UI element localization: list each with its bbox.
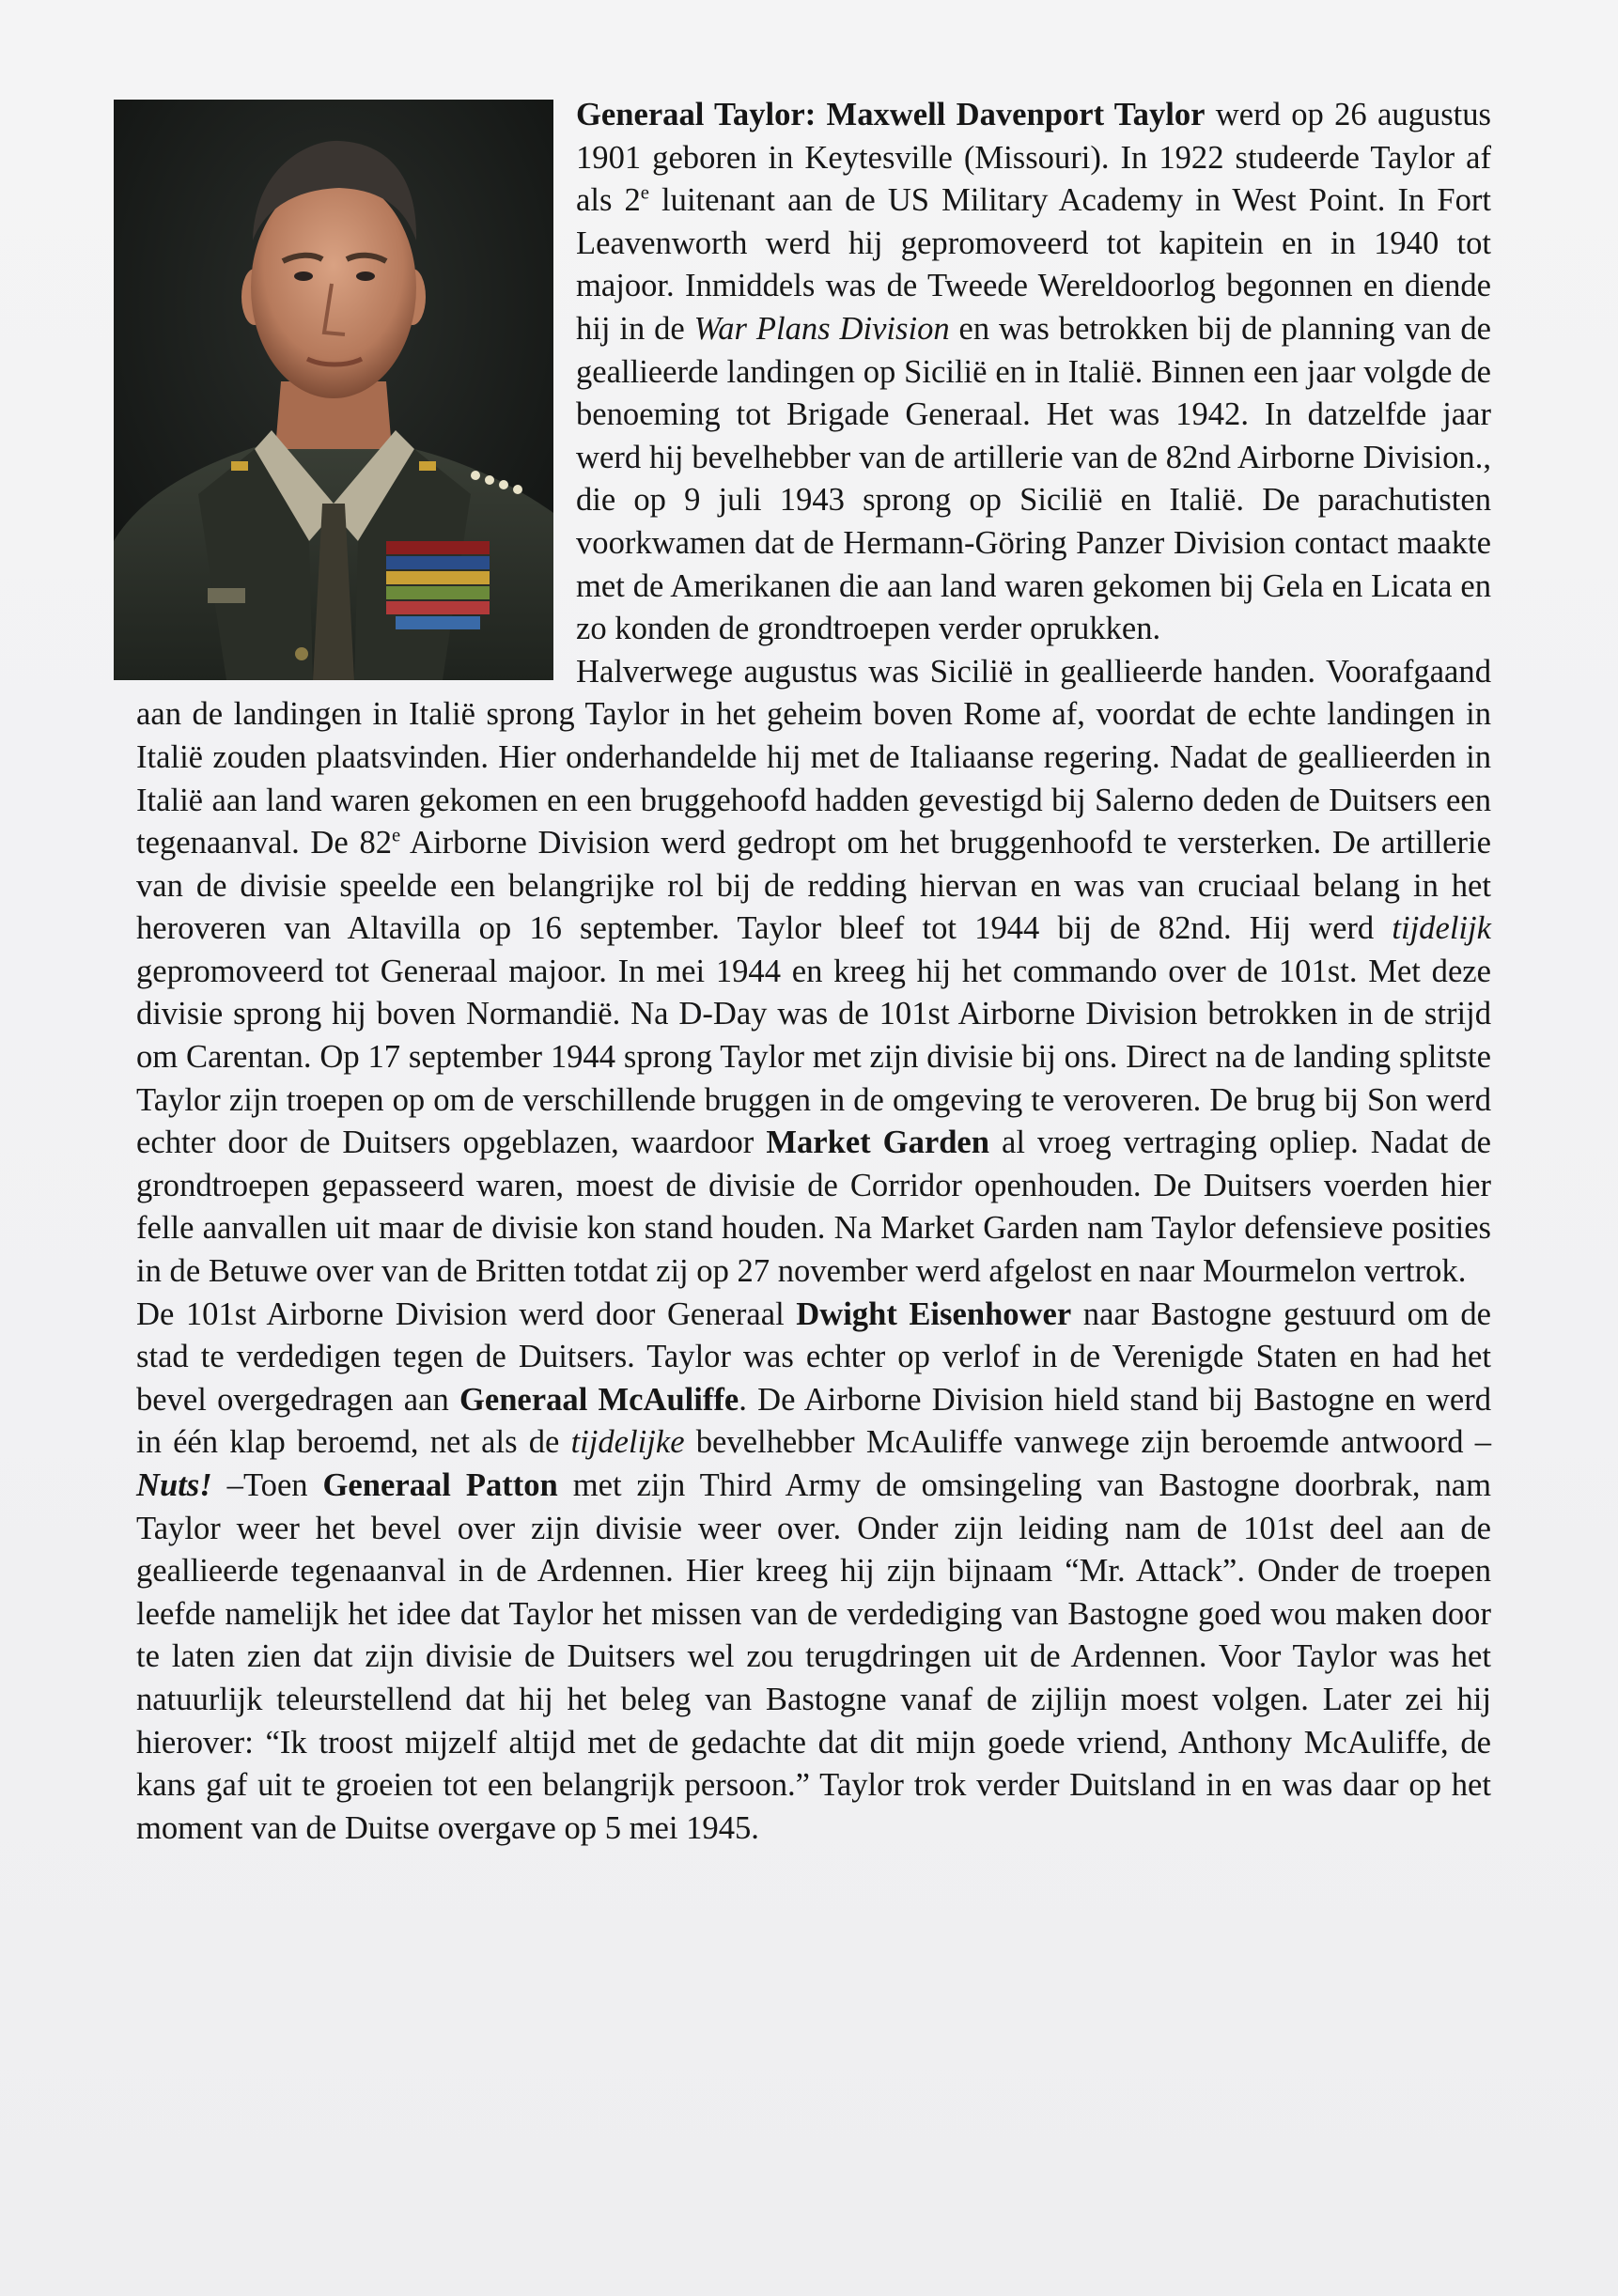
italic-text-run: tijdelijke bbox=[570, 1424, 685, 1461]
portrait-photo bbox=[114, 100, 553, 680]
bold-text-run: Dwight Eisenhower bbox=[796, 1295, 1072, 1332]
italic-text-run: tijdelijk bbox=[1392, 910, 1491, 947]
bold-text-run: Nuts! bbox=[136, 1467, 212, 1503]
text-run: al vroeg vertraging opliep. Nadat de grondtroepen gepasseerd waren, moest de divisie de Corridor openhouden. De Duitsers voerden hier felle aanvallen uit maar de divisie kon stand houden. Na Market Garden nam Taylor defensieve posities in de Betuwe over van de Britten totdat zij op 27 november werd afgelost en naar Mourmelon vertrok. bbox=[136, 1125, 1491, 1290]
bold-text-run: Generaal Patton bbox=[322, 1467, 558, 1503]
text-run: met zijn Third Army de omsingeling van Bastogne doorbrak, nam Taylor weer het bevel over zijn divisie weer over. Onder zijn leiding nam de 101st deel aan de geallieerde tegenaanval in de Ardennen. Hier kreeg hij zijn bijnaam “Mr. Attack”. Onder de troepen leefde namelijk het idee dat Taylor het missen van de verdediging van Bastogne goed wou maken door te laten zien dat zijn divisie de Duitsers wel zou terugdringen uit de Ardennen. Voor Taylor was het natuurlijk teleurstellend dat hij het beleg van Bastogne vanaf de zijlijn moest volgen. Later zei hij hierover: “Ik troost mijzelf altijd met de gedachte dat dit mijn goede vriend, Anthony McAuliffe, de kans gaf uit te groeien tot een belangrijk persoon.” Taylor trok verder Duitsland in en was daar op het moment van de Duitse overgave op 5 mei 1945. bbox=[136, 1467, 1491, 1846]
text-run: werd op 26 augustus 1901 geboren in Keytesville (Missouri). In 1922 studeerde Taylor af als 2 bbox=[576, 97, 1491, 219]
text-run: naar Bastogne gestuurd om de stad te verdedigen tegen de Duitsers. Taylor was echter op verlof in de Verenigde Staten en had het bevel overgedragen aan bbox=[136, 1295, 1491, 1418]
superscript-run: e bbox=[640, 182, 649, 204]
paragraph-3 bbox=[136, 1294, 1491, 1851]
article-body bbox=[136, 94, 1491, 1850]
portrait-illustration bbox=[114, 100, 553, 680]
text-run: . De Airborne Division hield stand bij Bastogne en werd in één klap beroemd, net als de bbox=[136, 1381, 1492, 1461]
text-run: en was betrokken bij de planning van de geallieerde landingen op Sicilië en in Italië. Binnen een jaar volgde de benoeming tot Brigade Generaal. Het was 1942. In datzelfde jaar werd hij bevelhebber van de artillerie van de 82nd Airborne Division., die op 9 juli 1943 sprong op Sicilië en Italië. De parachutisten voorkwamen dat de Hermann-Göring Panzer Division contact maakte met de Amerikanen die aan land waren gekomen bij Gela en Licata en zo konden de grondtroepen verder oprukken. bbox=[576, 310, 1491, 647]
text-run: –Toen bbox=[211, 1467, 323, 1503]
text-run: bevelhebber McAuliffe vanwege zijn beroemde antwoord – bbox=[684, 1424, 1491, 1461]
paragraph-2 bbox=[136, 651, 1491, 1294]
bold-text-run: Generaal Taylor: Maxwell Davenport Taylor bbox=[576, 97, 1206, 132]
text-run: gepromoveerd tot Generaal majoor. In mei 1944 en kreeg hij het commando over de 101st. Met deze divisie sprong hij boven Normandië. Na D-Day was de 101st Airborne Division betrokken in de strijd om Carentan. Op 17 september 1944 sprong Taylor met zijn divisie bij ons. Direct na de landing splitste Taylor zijn troepen op om de verschillende bruggen in de omgeving te veroveren. De brug bij Son werd echter door de Duitsers opgeblazen, waardoor bbox=[136, 953, 1491, 1161]
text-run: Airborne Division werd gedropt om het bruggenhoofd te versterken. De artillerie van de divisie speelde een belangrijke rol bij de redding hiervan en was van cruciaal belang in het heroveren van Altavilla op 16 september. Taylor bleef tot 1944 bij de 82nd. Hij werd bbox=[136, 825, 1491, 947]
bold-text-run: Market Garden bbox=[766, 1125, 990, 1161]
bold-text-run: Generaal McAuliffe bbox=[459, 1381, 739, 1418]
italic-text-run: War Plans Division bbox=[693, 310, 950, 347]
text-run: De 101st Airborne Division werd door Generaal bbox=[136, 1295, 797, 1332]
text-run: luitenant aan de US Military Academy in West Point. In Fort Leavenworth werd hij gepromoveerd tot kapitein en in 1940 tot majoor. Inmiddels was de Tweede Wereldoorlog begonnen en diende hij in de bbox=[576, 182, 1491, 347]
text-run: Halverwege augustus was Sicilië in geallieerde handen. Voorafgaand aan de landingen in Italië sprong Taylor in het geheim boven Rome af, voordat de echte landingen in Italië zouden plaatsvinden. Hier onderhandelde hij met de Italiaanse regering. Nadat de geallieerden in Italië aan land waren gekomen en een bruggehoofd hadden gevestigd bij Salerno deden de Duitsers een tegenaanval. De 82 bbox=[136, 653, 1491, 861]
superscript-run: e bbox=[392, 825, 401, 846]
